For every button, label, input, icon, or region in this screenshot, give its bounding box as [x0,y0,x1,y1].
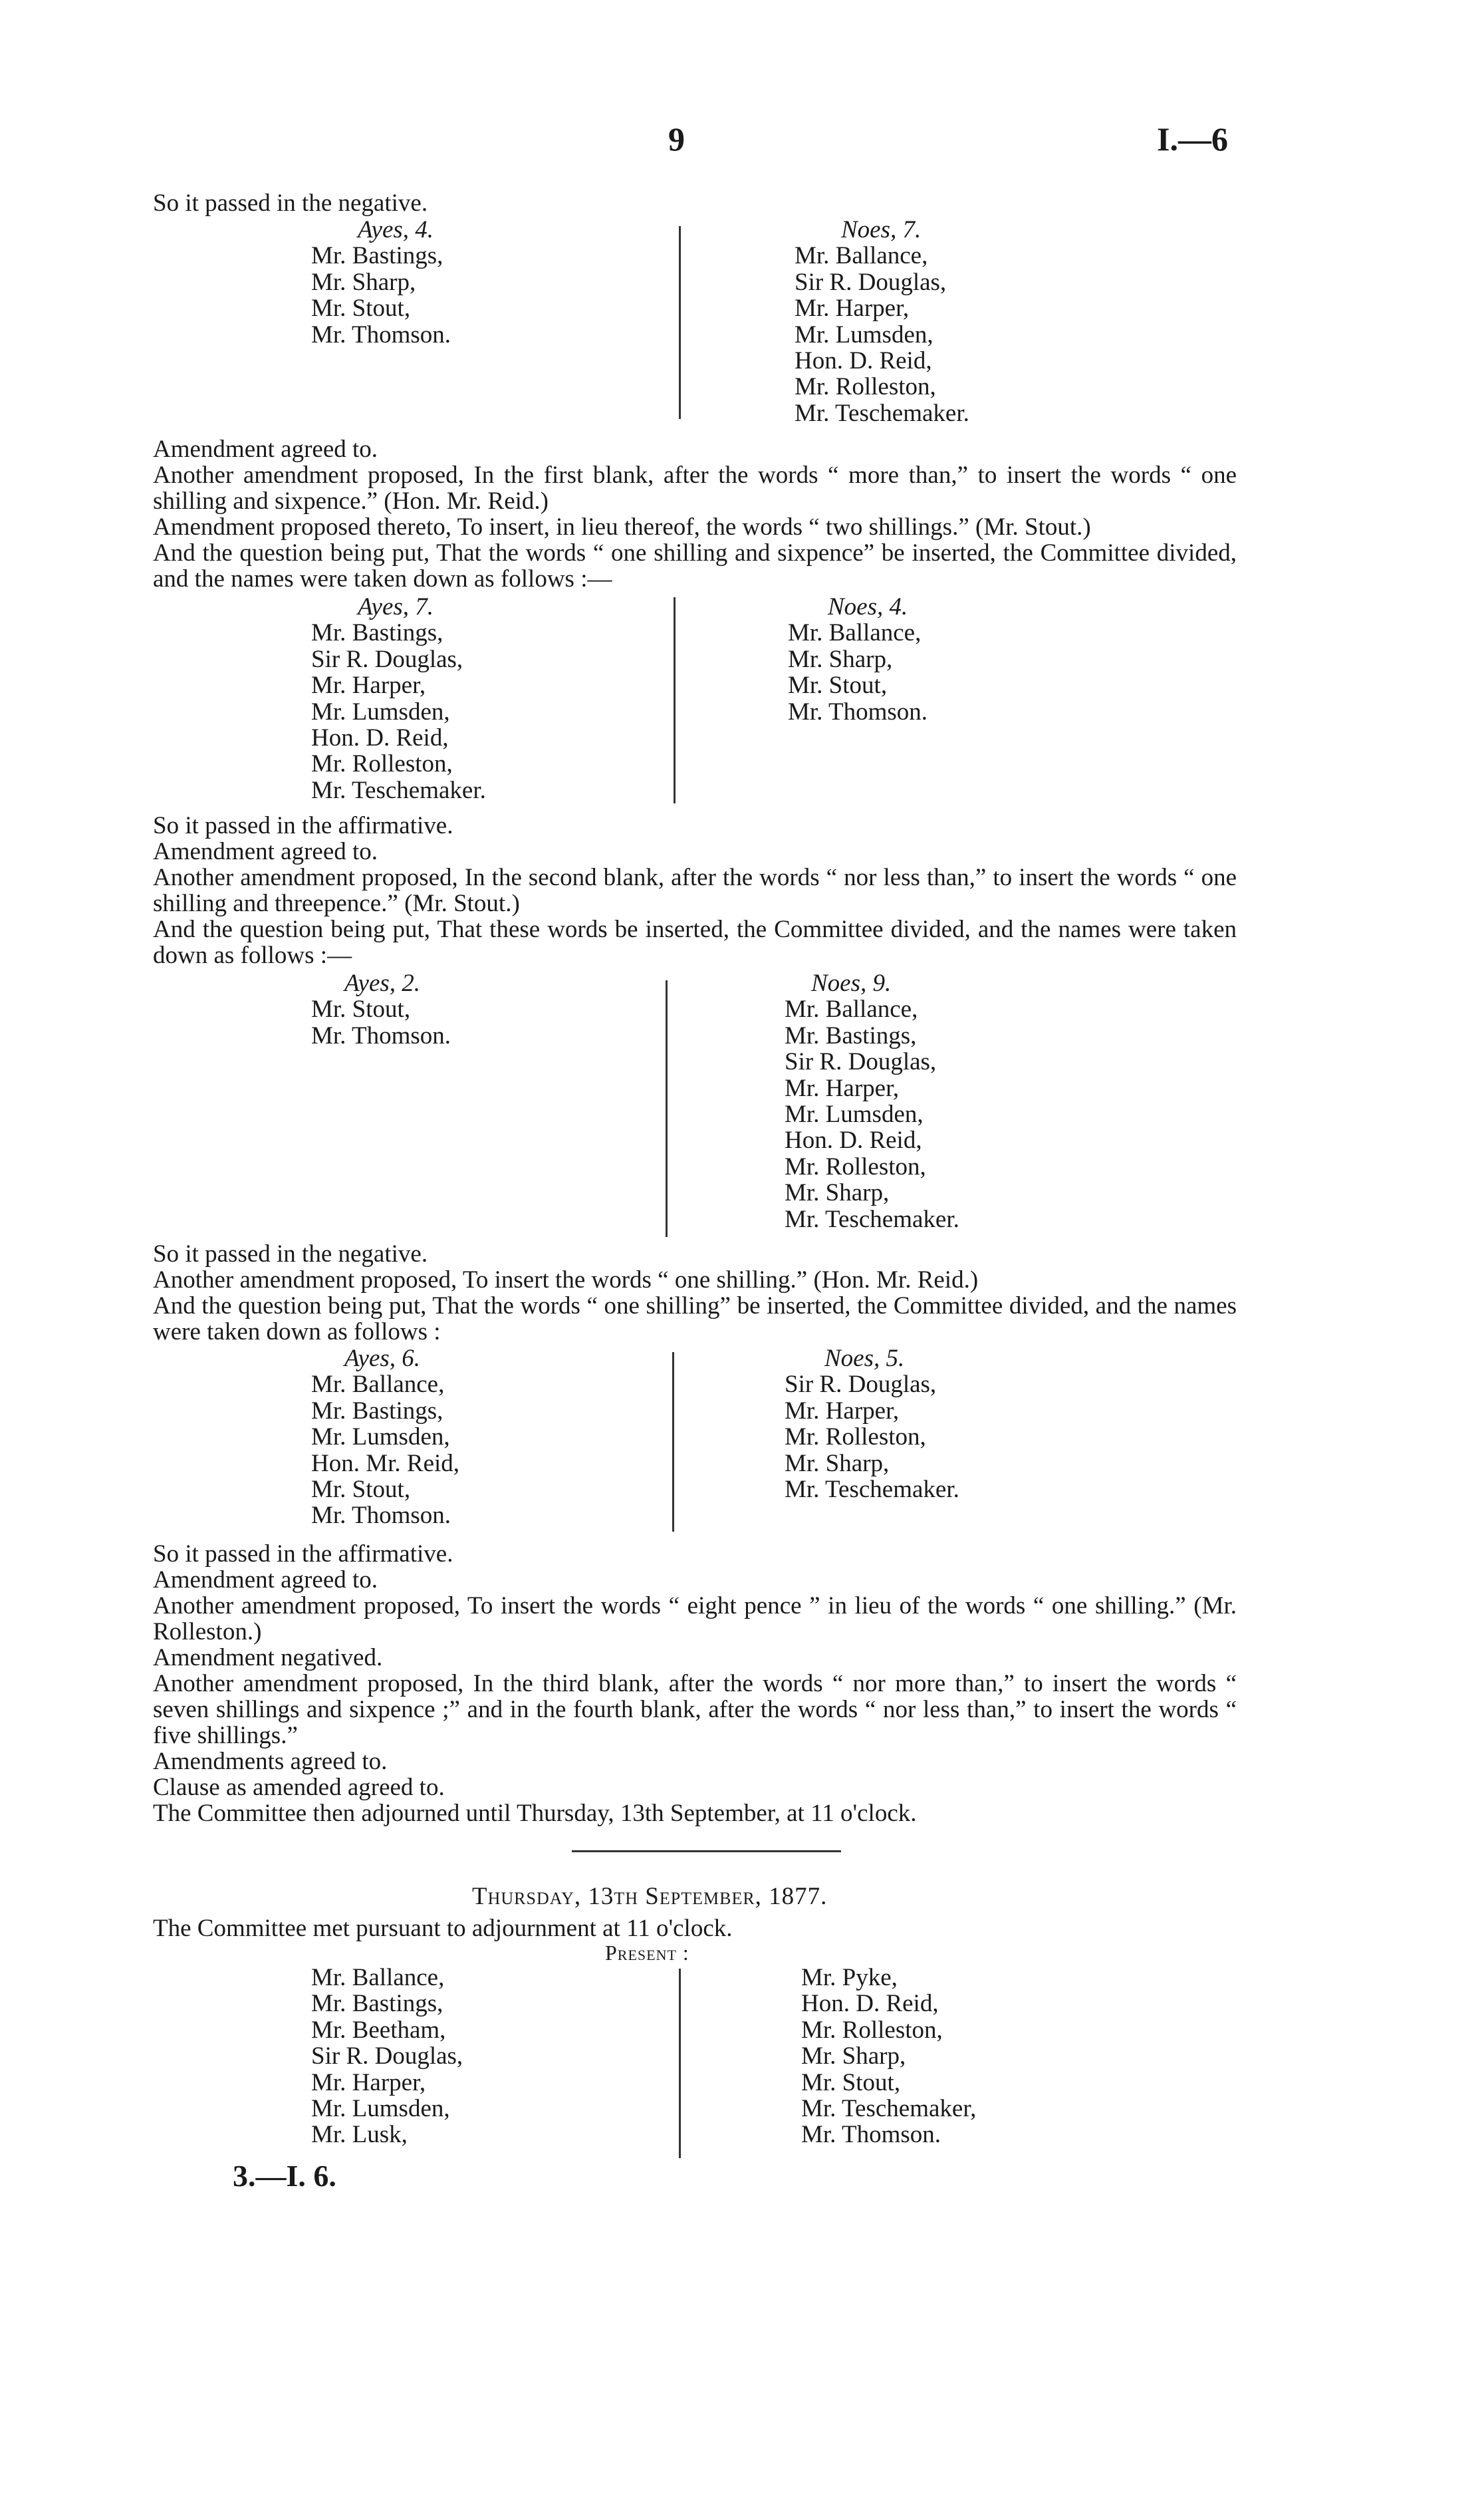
ayes-list-4 [311,1345,459,1529]
paragraph: And the question being put, That the words “ one shilling and sixpence” be inserted, the Committee divided, and the names were taken down as follows :— [153,539,1237,593]
paragraph: Clause as amended agreed to. [153,1774,445,1801]
ayes-list-3 [311,970,451,1049]
member-name: Mr. Lumsden, [795,321,933,348]
ayes-heading: Ayes, 7. [358,593,434,621]
paragraph: Another amendment proposed, To insert the words “ one shilling.” (Hon. Mr. Reid.) [153,1266,979,1294]
present-list-right [801,1965,976,2148]
document-reference: I.—6 [1157,120,1228,158]
member-name: Mr. Harper, [785,1397,900,1425]
column-divider [679,1969,681,2158]
noes-heading: Noes, 4. [828,593,908,621]
member-name: Mr. Lumsden, [311,698,450,726]
paragraph: So it passed in the affirmative. [153,1540,453,1568]
member-name: Mr. Ballance, [311,1371,445,1399]
member-name: Hon. D. Reid, [801,1990,939,2018]
member-name: Mr. Rolleston, [801,2016,943,2044]
member-name: Mr. Stout, [311,295,411,323]
noes-list-1 [795,217,969,426]
member-name: Mr. Lumsden, [311,2095,450,2123]
member-name: Sir R. Douglas, [785,1048,937,1076]
column-divider [666,980,668,1237]
ayes-list-2 [311,594,486,803]
member-name: Mr. Thomson. [801,2121,941,2149]
noes-list-4 [785,1345,959,1502]
member-name: Hon. Mr. Reid, [311,1449,460,1477]
ayes-heading: Ayes, 2. [344,970,421,997]
member-name: Mr. Sharp, [801,2042,906,2070]
paragraph: The Committee then adjourned until Thursday, 13th September, at 11 o'clock. [153,1800,917,1827]
member-name: Mr. Lumsden, [311,1423,450,1451]
member-name: Mr. Lusk, [311,2121,408,2149]
member-name: Sir R. Douglas, [785,1371,937,1399]
paragraph: Another amendment proposed, To insert the words “ eight pence ” in lieu of the words “ one shilling.” (Mr. Rolleston.) [153,1592,1237,1645]
column-divider [672,1352,674,1532]
noes-heading: Noes, 7. [841,216,922,243]
member-name: Mr. Sharp, [788,645,893,673]
noes-list-3 [785,970,959,1232]
member-name: Mr. Ballance, [788,619,922,647]
member-name: Mr. Rolleston, [311,750,453,778]
member-name: Hon. D. Reid, [311,724,449,752]
member-name: Hon. D. Reid, [795,347,932,375]
member-name: Mr. Lumsden, [785,1101,924,1129]
member-name: Mr. Bastings, [785,1022,917,1049]
paragraph: Amendment agreed to. [153,1566,378,1594]
member-name: Mr. Stout, [788,672,888,700]
member-name: Mr. Bastings, [311,1990,443,2018]
paragraph: Another amendment proposed, In the third blank, after the words “ nor more than,” to insert the words “ seven shillings and sixpence ;” and in the fourth blank, after the words “ nor less than,” to insert the words “ five shillings.” [153,1670,1237,1749]
member-name: Mr. Sharp, [311,268,416,296]
ayes-heading: Ayes, 4. [358,216,434,243]
member-name: Mr. Bastings, [311,242,443,270]
member-name: Mr. Thomson. [311,1502,451,1530]
paragraph: So it passed in the affirmative. [153,812,453,839]
member-name: Mr. Ballance, [795,242,928,270]
paragraph: So it passed in the negative. [153,1240,428,1268]
paragraph: And the question being put, That these words be inserted, the Committee divided, and the names were taken down as follows :— [153,916,1237,969]
member-name: Mr. Harper, [311,672,426,700]
member-name: Mr. Thomson. [311,321,451,348]
member-name: Mr. Rolleston, [795,373,936,401]
member-name: Mr. Harper, [311,2068,426,2096]
member-name: Mr. Harper, [785,1074,900,1102]
member-name: Mr. Rolleston, [785,1153,926,1181]
member-name: Mr. Pyke, [801,1964,898,1991]
member-name: Mr. Ballance, [785,996,918,1024]
ayes-list-1 [311,217,451,348]
member-name: Mr. Teschemaker. [795,399,969,427]
paragraph: Another amendment proposed, In the first blank, after the words “ more than,” to insert the words “ one shilling and sixpence.” (Hon. Mr. Reid.) [153,462,1237,515]
member-name: Mr. Bastings, [311,619,443,647]
member-name: Hon. D. Reid, [785,1127,922,1155]
member-name: Sir R. Douglas, [311,2042,463,2070]
noes-list-2 [788,594,928,725]
member-name: Mr. Rolleston, [785,1423,926,1451]
member-name: Mr. Teschemaker. [785,1205,959,1233]
member-name: Mr. Sharp, [785,1449,890,1477]
ayes-heading: Ayes, 6. [344,1345,421,1372]
paragraph: Amendment agreed to. [153,436,378,463]
member-name: Mr. Thomson. [311,1022,451,1049]
member-name: Mr. Stout, [311,1476,411,1504]
member-name: Mr. Sharp, [785,1179,890,1207]
paragraph: Amendment agreed to. [153,838,378,865]
member-name: Mr. Bastings, [311,1397,443,1425]
noes-heading: Noes, 9. [811,970,892,997]
section-rule [572,1850,841,1852]
member-name: Mr. Harper, [795,295,910,323]
column-divider [679,226,681,419]
present-label: Present : [605,1941,689,1965]
member-name: Mr. Teschemaker. [785,1476,959,1504]
member-name: Mr. Stout, [311,996,411,1024]
paragraph: Amendments agreed to. [153,1748,388,1775]
member-name: Sir R. Douglas, [795,268,947,296]
member-name: Mr. Beetham, [311,2016,446,2044]
member-name: Mr. Ballance, [311,1964,445,1991]
meeting-intro: The Committee met pursuant to adjournment at 11 o'clock. [153,1915,733,1942]
present-list-left [311,1965,463,2148]
meeting-date: Thursday, 13th September, 1877. [472,1883,828,1910]
division-result: So it passed in the negative. [153,190,428,217]
paragraph: Amendment negatived. [153,1644,383,1671]
member-name: Mr. Stout, [801,2068,901,2096]
noes-heading: Noes, 5. [824,1345,905,1372]
page-number: 9 [668,120,685,158]
paragraph: And the question being put, That the words “ one shilling” be inserted, the Committee divided, and the names were taken down as follows : [153,1292,1237,1345]
signature-mark: 3.—I. 6. [233,2159,336,2193]
member-name: Mr. Thomson. [788,698,928,726]
member-name: Mr. Teschemaker, [801,2095,977,2123]
column-divider [674,597,676,803]
member-name: Mr. Teschemaker. [311,776,486,804]
paragraph: Another amendment proposed, In the second blank, after the words “ nor less than,” to insert the words “ one shilling and threepence.” (Mr. Stout.) [153,864,1237,917]
member-name: Sir R. Douglas, [311,645,463,673]
paragraph: Amendment proposed thereto, To insert, in lieu thereof, the words “ two shillings.” (Mr. Stout.) [153,513,1091,541]
